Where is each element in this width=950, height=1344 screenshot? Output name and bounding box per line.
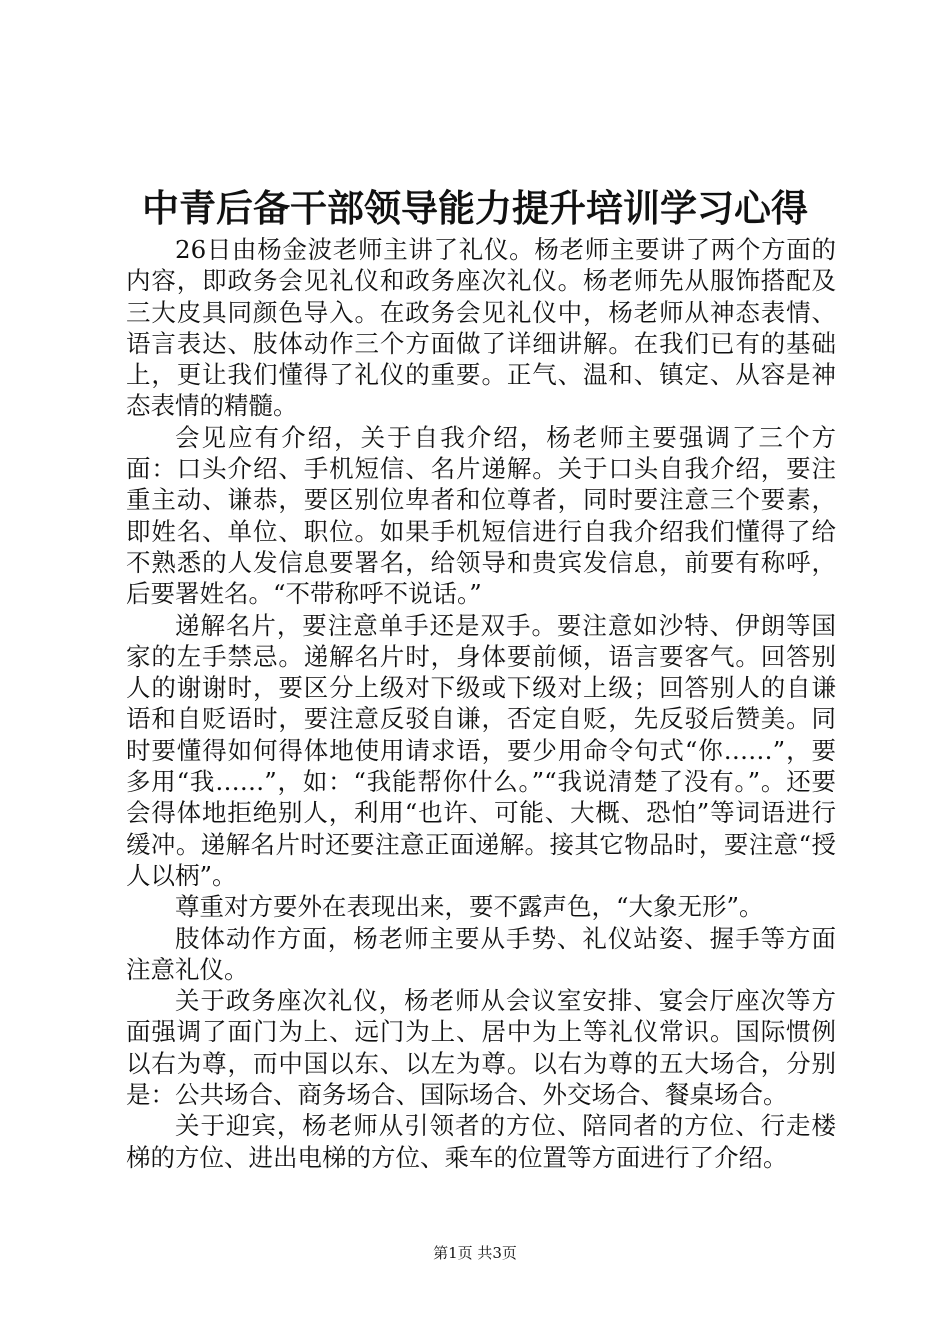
page-footer: 第1页 共3页 [433, 1244, 517, 1262]
paragraph-5: 肢体动作方面，杨老师主要从手势、礼仪站姿、握手等方面注意礼仪。 [126, 923, 836, 984]
paragraph-2: 会见应有介绍，关于自我介绍，杨老师主要强调了三个方面：口头介绍、手机短信、名片递解。关于口头自我介绍，要注重主动、谦恭，要区别位卑者和位尊者，同时要注意三个要素，即姓名、单位、职位。如果手机短信进行自我介绍我们懂得了给不熟悉的人发信息要署名，给领导和贵宾发信息，前要有称呼，后要署姓名。“不带称呼不说话。” [126, 422, 836, 609]
document-title: 中青后备干部领导能力提升培训学习心得 [142, 186, 808, 230]
paragraph-6: 关于政务座次礼仪，杨老师从会议室安排、宴会厅座次等方面强调了面门为上、远门为上、居中为上等礼仪常识。国际惯例以右为尊，而中国以东、以左为尊。以右为尊的五大场合，分别是：公共场合、商务场合、国际场合、外交场合、餐桌场合。 [126, 986, 836, 1110]
paragraph-1: 26日由杨金波老师主讲了礼仪。杨老师主要讲了两个方面的内容，即政务会见礼仪和政务座次礼仪。杨老师先从服饰搭配及三大皮具同颜色导入。在政务会见礼仪中，杨老师从神态表情、语言表达、肢体动作三个方面做了详细讲解。在我们已有的基础上，更让我们懂得了礼仪的重要。正气、温和、镇定、从容是神态表情的精髓。 [126, 235, 836, 421]
paragraph-4: 尊重对方要外在表现出来，要不露声色，“大象无形”。 [175, 892, 764, 922]
document-body [126, 234, 836, 1173]
paragraph-7: 关于迎宾，杨老师从引领者的方位、陪同者的方位、行走楼梯的方位、进出电梯的方位、乘车的位置等方面进行了介绍。 [126, 1111, 836, 1172]
paragraph-3: 递解名片，要注意单手还是双手。要注意如沙特、伊朗等国家的左手禁忌。递解名片时，身体要前倾，语言要客气。回答别人的谢谢时，要区分上级对下级或下级对上级；回答别人的自谦语和自贬语时，要注意反驳自谦，否定自贬，先反驳后赞美。同时要懂得如何得体地使用请求语，要少用命令句式“你……”，要多用“我……”，如：“我能帮你什么。”“我说清楚了没有。”。还要会得体地拒绝别人，利用“也许、可能、大概、恐怕”等词语进行缓冲。递解名片时还要注意正面递解。接其它物品时，要注意“授人以柄”。 [126, 610, 836, 890]
